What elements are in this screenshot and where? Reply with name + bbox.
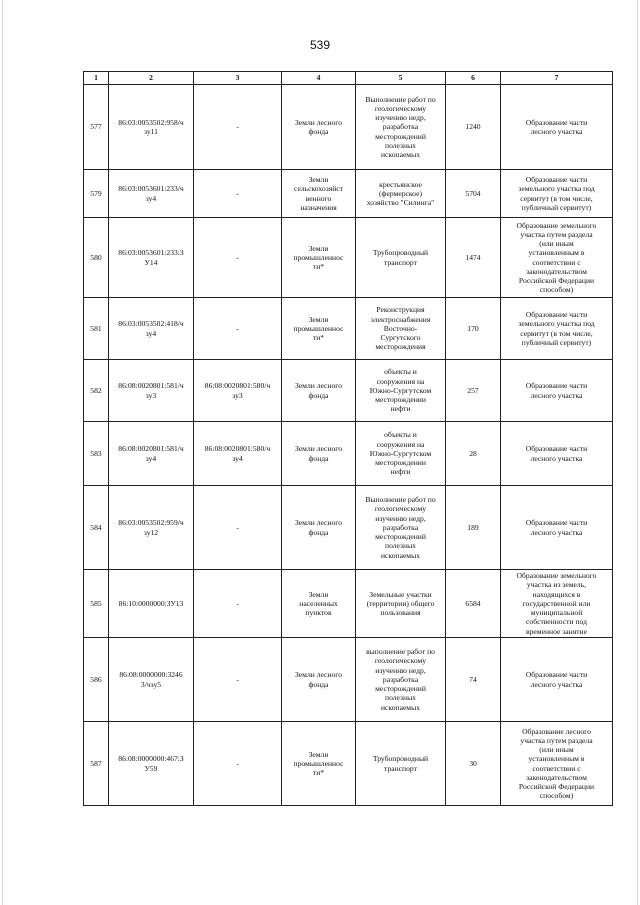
source-cadastral-number: 86:08:0020801:580/ч зу3 (194, 360, 282, 422)
table-row (84, 170, 613, 218)
formation-method: Образование земельного участка путем раздела (или иным установленным в соответствии с законодательством Российской Федерации способом) (501, 218, 613, 298)
formation-method: Образование части лесного участка (501, 486, 613, 570)
row-number: 577 (84, 85, 109, 170)
area-value: 6584 (446, 570, 501, 638)
permitted-use: Выполнение работ по геологическому изучению недр, разработка месторождений полезных ископаемых (356, 85, 446, 170)
formation-method: Образование части земельного участка под сервитут (в том числе, публичный сервитут) (501, 298, 613, 360)
permitted-use: выполнение работ по геологическому изучению недр, разработка месторождений полезных ископаемых (356, 638, 446, 722)
scan-edge-left (2, 0, 3, 905)
land-category: Земли промышленнос ти* (282, 722, 356, 806)
permitted-use: объекты и сооружения на Южно-Сургутском месторождении нефти (356, 360, 446, 422)
land-category: Земли лесного фонда (282, 360, 356, 422)
table-row (84, 85, 613, 170)
land-category: Земли лесного фонда (282, 85, 356, 170)
header-cell: 7 (501, 72, 613, 85)
header-cell: 3 (194, 72, 282, 85)
formation-method: Образование части лесного участка (501, 422, 613, 486)
header-cell: 5 (356, 72, 446, 85)
row-number: 579 (84, 170, 109, 218)
area-value: 74 (446, 638, 501, 722)
permitted-use: Трубопроводный транспорт (356, 218, 446, 298)
area-value: 28 (446, 422, 501, 486)
land-category: Земли промышленнос ти* (282, 218, 356, 298)
row-number: 586 (84, 638, 109, 722)
header-cell: 4 (282, 72, 356, 85)
cadastral-number: 86:08:0020801:581/ч зу3 (109, 360, 194, 422)
land-category: Земли населенных пунктов (282, 570, 356, 638)
land-category: Земли сельскохозяйст венного назначения (282, 170, 356, 218)
source-cadastral-number: - (194, 218, 282, 298)
cadastral-number: 86:10:0000000:ЗУ13 (109, 570, 194, 638)
row-number: 587 (84, 722, 109, 806)
formation-method: Образование части земельного участка под сервитут (в том числе, публичный сервитут) (501, 170, 613, 218)
area-value: 1240 (446, 85, 501, 170)
cadastral-number: 86:08:0000000:3246 3/чзу5 (109, 638, 194, 722)
source-cadastral-number: - (194, 722, 282, 806)
header-cell: 1 (84, 72, 109, 85)
source-cadastral-number: - (194, 170, 282, 218)
source-cadastral-number: - (194, 85, 282, 170)
land-category: Земли лесного фонда (282, 638, 356, 722)
row-number: 584 (84, 486, 109, 570)
row-number: 580 (84, 218, 109, 298)
formation-method: Образование части лесного участка (501, 85, 613, 170)
land-category: Земли лесного фонда (282, 422, 356, 486)
table-row (84, 570, 613, 638)
table-row (84, 218, 613, 298)
table-row (84, 422, 613, 486)
land-plot-table (83, 71, 613, 806)
land-category: Земли лесного фонда (282, 486, 356, 570)
cadastral-number: 86:03:0053601:233:З У14 (109, 218, 194, 298)
table-row (84, 486, 613, 570)
header-cell: 6 (446, 72, 501, 85)
permitted-use: объекты и сооружения на Южно-Сургутском месторождении нефти (356, 422, 446, 486)
cadastral-number: 86:03:0053502:418/ч зу4 (109, 298, 194, 360)
formation-method: Образование части лесного участка (501, 360, 613, 422)
row-number: 583 (84, 422, 109, 486)
cadastral-number: 86:08:0000000:467:З У59 (109, 722, 194, 806)
area-value: 1474 (446, 218, 501, 298)
cadastral-number: 86:08:0020801:581/ч зу4 (109, 422, 194, 486)
permitted-use: Выполнение работ по геологическому изучению недр, разработка месторождений полезных ископаемых (356, 486, 446, 570)
area-value: 30 (446, 722, 501, 806)
page-number: 539 (309, 38, 331, 52)
table-row (84, 360, 613, 422)
formation-method: Образование лесного участка путем раздела (или иным установленным в соответствии с законодательством Российской Федерации способом) (501, 722, 613, 806)
area-value: 5704 (446, 170, 501, 218)
permitted-use: Реконструкция электроснабжения Восточно- Сургутского месторождения (356, 298, 446, 360)
land-category: Земли промышленнос ти* (282, 298, 356, 360)
cadastral-number: 86:03:0053502:958/ч зу11 (109, 85, 194, 170)
area-value: 189 (446, 486, 501, 570)
row-number: 581 (84, 298, 109, 360)
table-row (84, 298, 613, 360)
scan-edge-right (637, 0, 638, 905)
row-number: 582 (84, 360, 109, 422)
area-value: 257 (446, 360, 501, 422)
table-header-row (84, 72, 613, 85)
cadastral-number: 86:03:0053601:233/ч зу4 (109, 170, 194, 218)
source-cadastral-number: 86:08:0020801:580/ч зу4 (194, 422, 282, 486)
permitted-use: Трубопроводный транспорт (356, 722, 446, 806)
formation-method: Образование земельного участка из земель, находящихся в государственной или муниципальной собственности под временное занятие (501, 570, 613, 638)
source-cadastral-number: - (194, 486, 282, 570)
source-cadastral-number: - (194, 638, 282, 722)
permitted-use: Земельные участки (территории) общего пользования (356, 570, 446, 638)
formation-method: Образование части лесного участка (501, 638, 613, 722)
table-row (84, 638, 613, 722)
source-cadastral-number: - (194, 298, 282, 360)
source-cadastral-number: - (194, 570, 282, 638)
cadastral-number: 86:03:0053502:959/ч зу12 (109, 486, 194, 570)
header-cell: 2 (109, 72, 194, 85)
table-row (84, 722, 613, 806)
row-number: 585 (84, 570, 109, 638)
area-value: 170 (446, 298, 501, 360)
permitted-use: крестьянское (фермерское) хозяйство "Силинга" (356, 170, 446, 218)
